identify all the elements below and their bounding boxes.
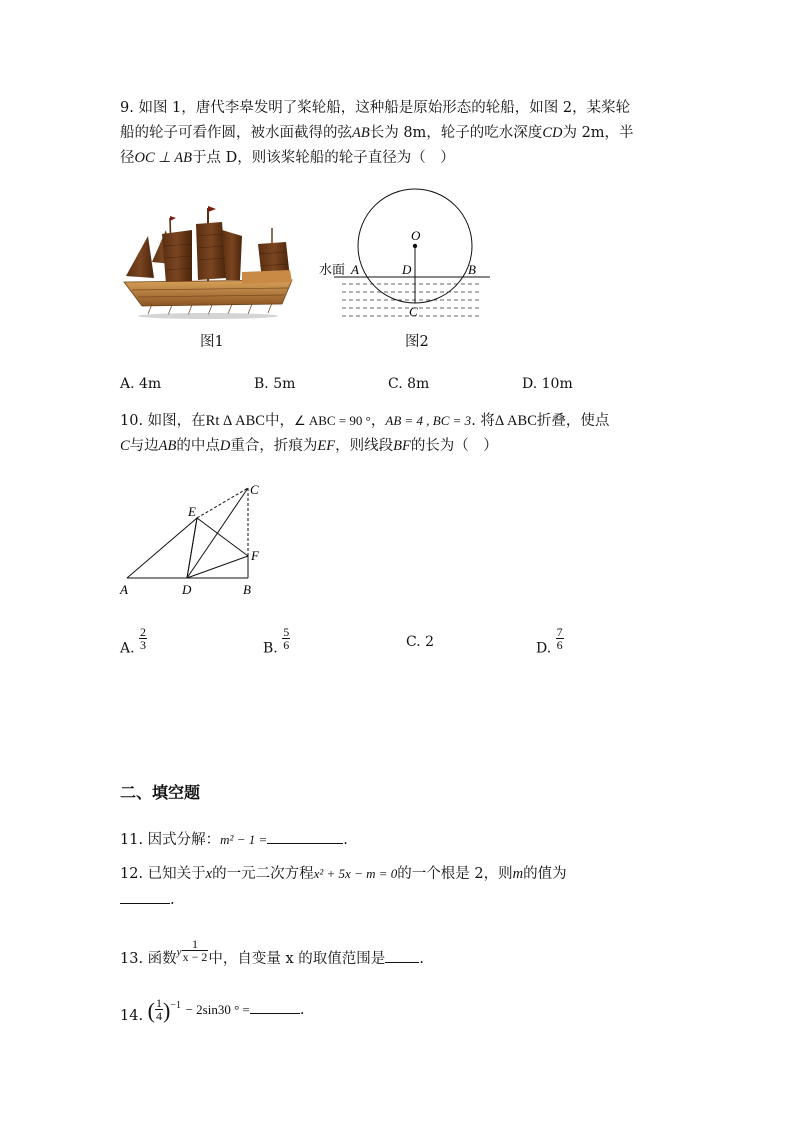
expression: m² − 1 = bbox=[220, 832, 268, 847]
answer-blank[interactable] bbox=[385, 948, 419, 963]
q9-text: 于点 D，则该桨轮船的轮子直径为（ ） bbox=[191, 150, 455, 166]
answer-blank[interactable] bbox=[250, 999, 300, 1014]
q9-option-c[interactable]: C. 8m bbox=[388, 376, 430, 392]
fraction: $\frac{2}{3}$ bbox=[140, 625, 147, 652]
point-d-label: D bbox=[182, 582, 192, 597]
fraction: $\frac{5}{6}$ bbox=[283, 625, 290, 652]
segment-cd: CD bbox=[542, 125, 563, 141]
right-triangle-expression: Rt Δ ABC bbox=[205, 413, 265, 429]
side-lengths-expression: AB = 4 , BC = 3 bbox=[385, 413, 472, 428]
q11: 11. 因式分解：m² − 1 = . bbox=[120, 828, 348, 852]
q10-line-1: 10. 如图，在Rt Δ ABC中，∠ ABC = 90 °，AB = 4 , BC = 3. 将Δ ABC折叠，使点 bbox=[120, 413, 610, 429]
fraction: $\frac{7}{6}$ bbox=[556, 625, 563, 652]
q9-text: 9. 如图 1，唐代李皋发明了桨轮船，这种船是原始形态的轮船，如图 2，某桨轮 bbox=[120, 100, 631, 116]
perpendicular-expression: OC ⊥ AB bbox=[134, 150, 192, 166]
q9-text: 长为 8m，轮子的吃水深度 bbox=[369, 125, 543, 141]
point-c-label: C bbox=[250, 482, 259, 497]
expression: − 2sin30 ° = bbox=[185, 1001, 250, 1017]
answer-blank[interactable] bbox=[120, 889, 170, 904]
q12-line-1: 12. 已知关于x的一元二次方程x² + 5x − m = 0的一个根是 2，则m的值为 bbox=[120, 866, 567, 882]
q9-option-d[interactable]: D. 10m bbox=[522, 376, 573, 392]
point-c-label: C bbox=[409, 304, 418, 319]
fraction: $\frac{1}{4}$ bbox=[156, 996, 162, 1024]
point-o-label: O bbox=[411, 228, 421, 243]
q9-option-b[interactable]: B. 5m bbox=[254, 376, 296, 392]
point-a-label: A bbox=[120, 582, 128, 597]
exponent: −1 bbox=[170, 1000, 181, 1011]
q10-option-a[interactable]: A. $\frac{2}{3}$ bbox=[120, 625, 147, 657]
q13: 13. 函数$^y$ $\frac{1}{x - 2}$ 中，自变量 x 的取值范围是 . bbox=[120, 937, 424, 967]
q10-option-b[interactable]: B. $\frac{5}{6}$ bbox=[263, 625, 290, 657]
triangle-expression: Δ ABC bbox=[494, 413, 537, 429]
fraction: $\frac{1}{x - 2}$ bbox=[182, 937, 208, 964]
q9-line-3 bbox=[120, 146, 455, 170]
section-heading: 二、填空题 bbox=[120, 783, 201, 802]
q9-line-2 bbox=[120, 121, 634, 145]
q9-text: 径 bbox=[120, 150, 135, 166]
point-f-label: F bbox=[251, 548, 259, 563]
q10-option-c[interactable]: C. 2 bbox=[406, 634, 435, 650]
q14: 14. ( $\frac{1}{4}$ )$^{-1}$ − 2sin30 ° = . bbox=[120, 996, 305, 1024]
figure-2-caption: 图2 bbox=[405, 334, 429, 350]
q9-option-a[interactable]: A. 4m bbox=[120, 376, 162, 392]
q9-text: 船的轮子可看作圆，被水面截得的弦 bbox=[120, 125, 352, 141]
answer-blank[interactable] bbox=[267, 829, 343, 844]
left-paren: ( bbox=[147, 997, 155, 1023]
point-b-label: B bbox=[468, 262, 476, 277]
figure-1-caption: 图1 bbox=[200, 334, 224, 350]
point-d-label: D bbox=[402, 262, 412, 277]
right-paren: ) bbox=[163, 997, 171, 1023]
point-e-label: E bbox=[188, 504, 196, 519]
q12-line-2: . bbox=[120, 888, 175, 912]
angle-expression: ∠ ABC = 90 ° bbox=[293, 413, 371, 428]
q10-line-2: C与边AB的中点D重合，折痕为EF，则线段BF的长为（ ） bbox=[120, 438, 498, 454]
point-a-label: A bbox=[351, 262, 359, 277]
circle-diagram bbox=[312, 180, 492, 330]
segment-ab: AB bbox=[352, 125, 370, 141]
q9-line-1 bbox=[120, 96, 630, 120]
water-surface-label: 水面 bbox=[319, 262, 346, 277]
ship-illustration bbox=[122, 200, 294, 322]
point-b-label: B bbox=[243, 582, 251, 597]
q9-text: 为 2m，半 bbox=[562, 125, 634, 141]
folding-triangle-diagram bbox=[112, 478, 272, 600]
q10-option-d[interactable]: D. $\frac{7}{6}$ bbox=[536, 625, 563, 657]
equation: x² + 5x − m = 0 bbox=[313, 866, 398, 881]
